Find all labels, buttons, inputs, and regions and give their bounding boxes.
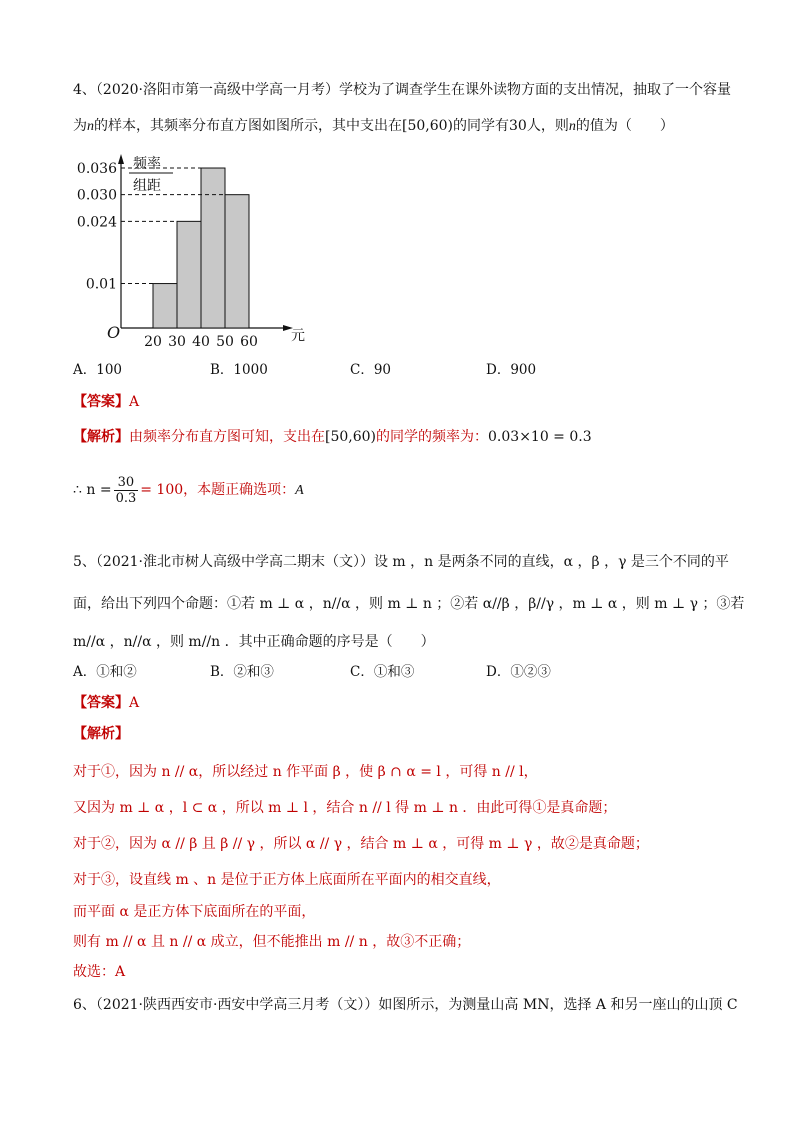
x-tick-label: 60 xyxy=(240,334,258,350)
q5-stem-line1: 5、（2021·淮北市树人高级中学高二期末（文））设 m ，n 是两条不同的直线，α ，β ，γ 是三个不同的平 xyxy=(73,554,729,570)
q4-option-c[interactable]: C．90 xyxy=(350,362,392,378)
q5-stem-line2: 面，给出下列四个命题：①若 m ⊥ α ，n//α ，则 m ⊥ n ；②若 α//β ，β//γ ，m ⊥ α ，则 m ⊥ γ ；③若 xyxy=(73,596,745,612)
q4-option-a[interactable]: A．100 xyxy=(73,362,123,378)
q5-option-c[interactable]: C．①和③ xyxy=(350,664,415,680)
q4-stem-line1: 4、（2020·洛阳市第一高级中学高一月考）学校为了调查学生在课外读物方面的支出情况，抽取了一个容量 xyxy=(73,82,731,98)
histogram-bar xyxy=(153,284,177,328)
y-tick-label: 0.036 xyxy=(76,161,117,178)
q5-analysis-line: 故选：A xyxy=(73,964,126,980)
q5-option-a[interactable]: A．①和② xyxy=(73,664,137,680)
q6-stem-line1: 6、（2021·陕西西安市·西安中学高三月考（文））如图所示，为测量山高 MN，选择 A 和另一座山的山顶 C xyxy=(73,997,738,1013)
histogram-bar xyxy=(177,221,201,328)
y-axis-label-bottom: 组距 xyxy=(133,178,161,194)
q4-answer: 【答案】A xyxy=(73,394,140,410)
histogram-bar xyxy=(201,168,225,328)
q5-analysis-line: 对于③，设直线 m 、n 是位于正方体上底面所在平面内的相交直线， xyxy=(73,872,501,888)
x-tick-label: 40 xyxy=(192,334,210,350)
q5-analysis-line: 对于①，因为 n // α，所以经过 n 作平面 β ，使 β ∩ α = l ，可得 n // l， xyxy=(73,764,538,780)
q4-analysis-line1: 【解析】由频率分布直方图可知，支出在[50,60)的同学的频率为：0.03×10 = 0.3 xyxy=(73,429,592,445)
q5-stem-line3: m//α ，n//α ，则 m//n ．其中正确命题的序号是（ ） xyxy=(73,634,435,650)
q5-answer: 【答案】A xyxy=(73,695,140,711)
y-tick-label: 0.01 xyxy=(85,276,117,293)
y-tick-label: 0.030 xyxy=(76,187,117,204)
y-axis-arrow xyxy=(118,154,124,164)
q5-option-b[interactable]: B．②和③ xyxy=(210,664,274,680)
q5-option-d[interactable]: D．①②③ xyxy=(486,664,551,680)
x-axis-label: 元 xyxy=(291,328,305,344)
q5-analysis-line: 对于②，因为 α // β 且 β // γ ，所以 α // γ ，结合 m ⊥ α ，可得 m ⊥ γ ，故②是真命题； xyxy=(73,836,649,852)
x-tick-label: 50 xyxy=(216,334,234,350)
q5-analysis-line: 则有 m // α 且 n // α 成立，但不能推出 m // n ，故③不正确； xyxy=(73,934,471,950)
y-tick-label: 0.024 xyxy=(76,214,117,231)
q4-option-b[interactable]: B．1000 xyxy=(210,362,268,378)
q4-analysis-line2: ∴ n = $\frac{30}{0.3}$ = 100，本题正确选项：A xyxy=(73,474,304,506)
q5-analysis-tag: 【解析】 xyxy=(73,726,129,742)
frequency-histogram xyxy=(73,148,313,353)
x-tick-label: 30 xyxy=(168,334,186,350)
q5-analysis-line: 又因为 m ⊥ α ，l ⊂ α ，所以 m ⊥ l ，结合 n // l 得 m ⊥ n ．由此可得①是真命题； xyxy=(73,800,617,816)
q5-analysis-line: 而平面 α 是正方体下底面所在的平面， xyxy=(73,904,316,920)
y-axis-label-top: 频率 xyxy=(133,156,161,172)
q4-stem-line2: 为n的样本，其频率分布直方图如图所示，其中支出在[50,60)的同学有30人，则n的值为（ ） xyxy=(73,118,674,134)
origin-label: O xyxy=(107,323,121,342)
histogram-bar xyxy=(225,195,249,328)
x-tick-label: 20 xyxy=(144,334,162,350)
q4-option-d[interactable]: D．900 xyxy=(486,362,537,378)
